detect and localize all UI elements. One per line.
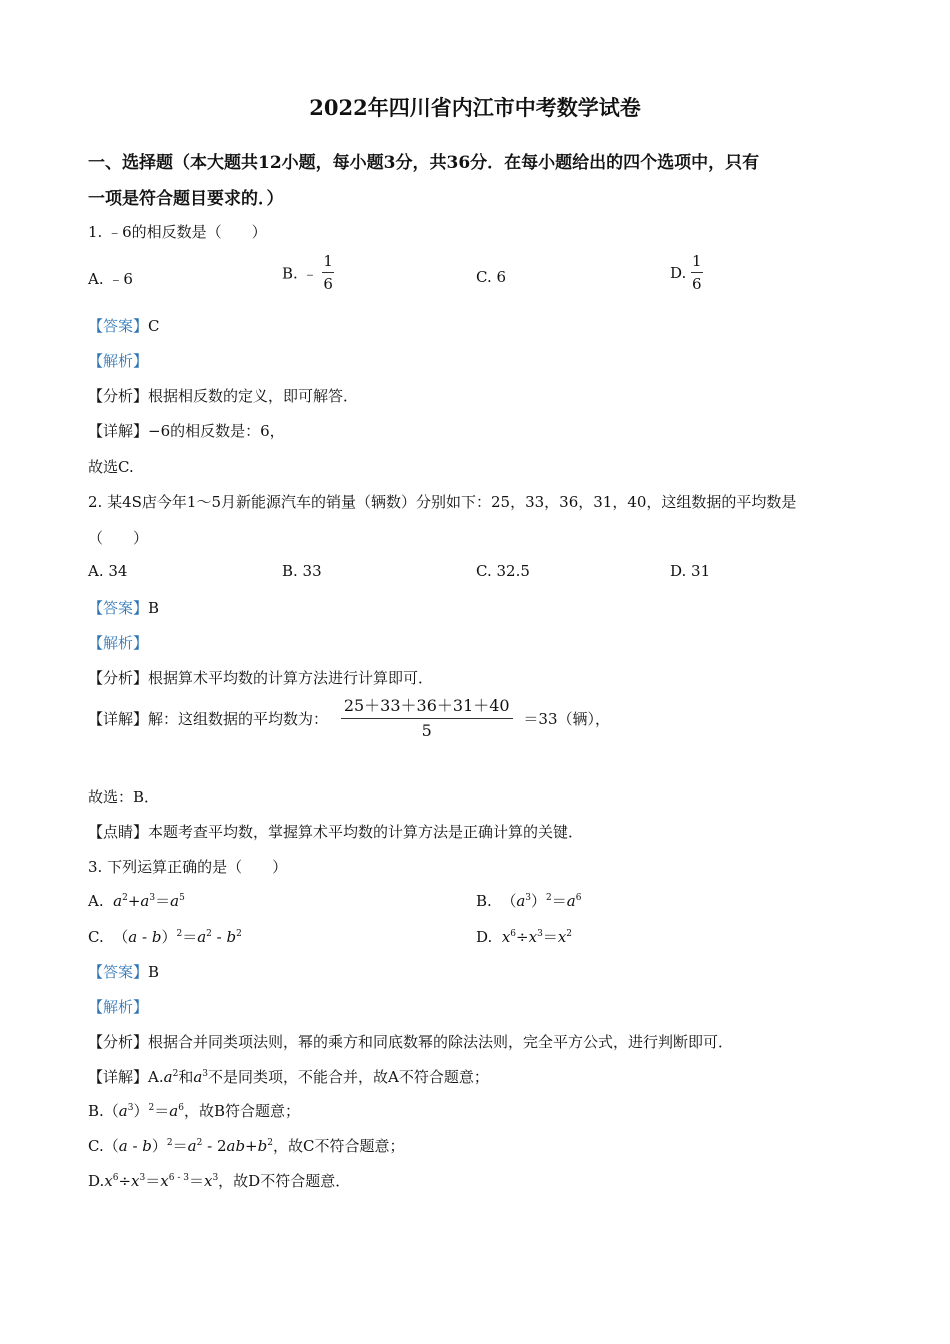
q3-option-c: C. $(a - b)^2=a^2 - b^2$	[88, 928, 242, 946]
q3-detail-c: $C.(a - b)^2=a^2 - 2ab+b^2$，故C不符合题意；	[88, 1137, 405, 1155]
q1-analysis-tag: 【分析】	[88, 387, 149, 405]
q2-detail-result: ＝33（辆），	[523, 710, 610, 728]
q3-analysis-tag: 【分析】	[88, 1033, 149, 1051]
q2-mean-numerator: 25＋33＋36＋31＋40	[341, 698, 513, 719]
q1-answer	[88, 315, 160, 336]
q3-detail-a-text1: 和	[178, 1068, 194, 1086]
q3-detail-tag: 【详解】	[88, 1068, 149, 1086]
q3-detail-b-text: ，故B符合题意；	[183, 1102, 300, 1120]
q1-detail-text: −6的相反数是：6，	[148, 422, 285, 440]
q1-option-d-numerator: 1	[691, 254, 703, 273]
q1-option-b-denominator: 6	[323, 275, 333, 293]
q2-analysis-text: 根据算术平均数的计算方法进行计算即可．	[148, 669, 434, 687]
q2-jiexi: 【解析】	[88, 634, 149, 652]
q1-option-b-numerator: 1	[322, 254, 334, 273]
q3-option-a: A. $a^2+a^3=a^5$	[88, 892, 185, 910]
q2-option-b: B. 33	[282, 562, 322, 580]
q3-option-b: B. $(a^3)^2=a^6$	[476, 892, 582, 910]
q1-option-d-denominator: 6	[692, 275, 702, 293]
q2-detail-text: 解：这组数据的平均数为：	[148, 710, 329, 728]
q1-analysis-text: 根据相反数的定义，即可解答．	[148, 387, 359, 405]
q3-detail-a: 【详解】$A.a^2$和$a^3$不是同类项，不能合并，故A不符合题意；	[88, 1068, 489, 1086]
q3-option-b-label: B.	[476, 892, 492, 910]
q3-option-c-label: C.	[88, 928, 104, 946]
q3-detail-b: $B.(a^3)^2=a^6$，故B符合题意；	[88, 1102, 300, 1120]
q3-answer	[88, 961, 159, 982]
q2-comment	[88, 821, 583, 842]
q1-answer-tag: 【答案】	[88, 317, 149, 335]
q3-detail-d-text: ，故D不符合题意．	[218, 1172, 351, 1190]
q2-answer-tag: 【答案】	[88, 599, 149, 617]
q2-stem-line1: 2. 某4S店今年1～5月新能源汽车的销量（辆数）分别如下：25，33，36，31，40，这组数据的平均数是	[88, 493, 797, 511]
q2-option-d: D. 31	[670, 562, 711, 580]
q1-option-a: A. ﹣6	[88, 270, 133, 288]
q1-analysis	[88, 385, 358, 406]
q2-comment-text: 本题考查平均数，掌握算术平均数的计算方法是正确计算的关键．	[148, 823, 584, 841]
q1-option-b-fraction	[322, 254, 334, 292]
q1-conclusion: 故选C.	[88, 458, 134, 476]
q2-mean-denominator: 5	[421, 721, 432, 740]
q2-detail	[88, 698, 610, 739]
q3-stem: 3. 下列运算正确的是（ ）	[88, 858, 288, 876]
q1-detail-tag: 【详解】	[88, 422, 149, 440]
q3-option-d-label: D.	[476, 928, 493, 946]
section-heading-line1: 一、选择题（本大题共12小题，每小题3分，共36分．在每小题给出的四个选项中，只有	[88, 153, 760, 173]
q1-option-d	[670, 254, 703, 292]
q3-analysis	[88, 1031, 733, 1052]
q2-option-a: A. 34	[88, 562, 128, 580]
q3-answer-tag: 【答案】	[88, 963, 149, 981]
q3-detail-c-text: ，故C不符合题意；	[272, 1137, 405, 1155]
q2-answer-value: B	[148, 599, 160, 617]
q2-comment-tag: 【点睛】	[88, 823, 149, 841]
q1-detail	[88, 420, 285, 441]
q2-analysis-tag: 【分析】	[88, 669, 149, 687]
q1-jiexi: 【解析】	[88, 352, 149, 370]
q1-option-d-fraction	[691, 254, 703, 292]
q1-option-b	[282, 254, 334, 292]
q3-answer-value: B	[148, 963, 160, 981]
q1-option-b-prefix: B. ﹣	[282, 264, 318, 283]
q2-mean-fraction	[341, 698, 513, 739]
q2-conclusion: 故选：B．	[88, 788, 160, 806]
section-heading-line2: 一项是符合题目要求的．）	[88, 189, 284, 209]
q3-option-d: D. $x^6\div x^3=x^2$	[476, 928, 573, 946]
q3-option-a-label: A.	[88, 892, 104, 910]
q2-detail-tag: 【详解】	[88, 710, 149, 728]
q3-detail-d: $D.x^6\div x^3=x^{6 - 3}=x^3$，故D不符合题意．	[88, 1172, 351, 1190]
q2-answer	[88, 597, 159, 618]
q2-stem-line2: （ ）	[88, 529, 149, 547]
q1-answer-value: C	[148, 317, 160, 335]
q2-analysis	[88, 667, 433, 688]
q1-option-c: C. 6	[476, 268, 507, 286]
q3-analysis-text: 根据合并同类项法则，幂的乘方和同底数幂的除法法则，完全平方公式，进行判断即可．	[148, 1033, 734, 1051]
page-title: 2022年四川省内江市中考数学试卷	[309, 95, 641, 120]
q2-option-c: C. 32.5	[476, 562, 530, 580]
q3-detail-a-text2: 不是同类项，不能合并，故A不符合题意；	[208, 1068, 489, 1086]
q3-jiexi: 【解析】	[88, 998, 149, 1016]
q1-option-d-prefix: D.	[670, 264, 687, 282]
q1-stem: 1. ﹣6的相反数是（ ）	[88, 223, 267, 241]
